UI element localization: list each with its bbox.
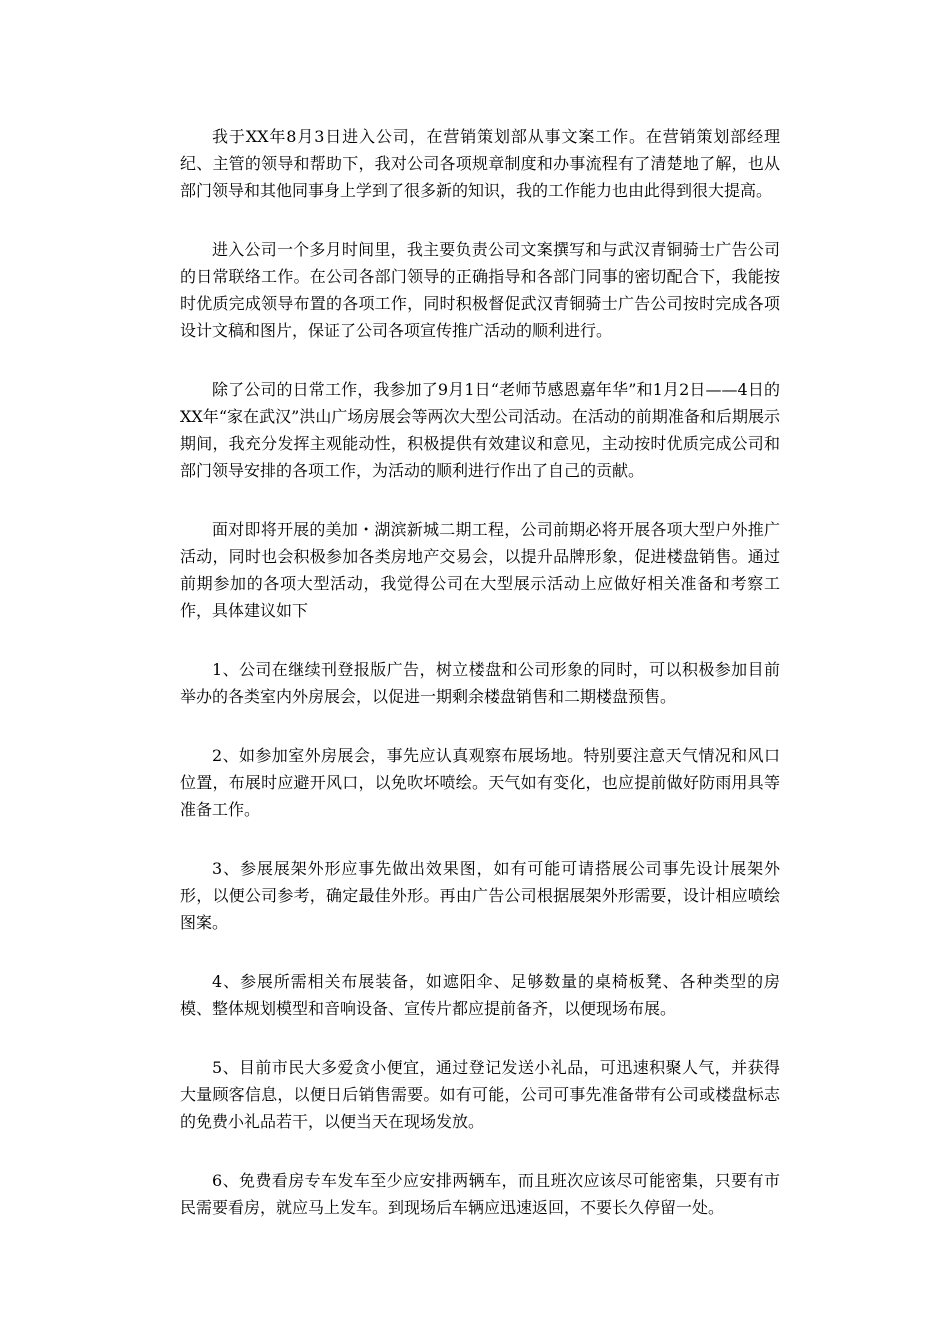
paragraph-suggestion-3: 3、参展展架外形应事先做出效果图，如有可能可请搭展公司事先设计展架外形，以便公司参考，确定最佳外形。再由广告公司根据展架外形需要，设计相应喷绘图案。 bbox=[180, 859, 780, 932]
paragraph-intro: 我于XX年8月3日进入公司，在营销策划部从事文案工作。在营销策划部经理纪、主管的领导和帮助下，我对公司各项规章制度和办事流程有了清楚地了解，也从部门领导和其他同事身上学到了很多新的知识，我的工作能力也由此得到很大提高。 bbox=[180, 127, 780, 200]
paragraph-suggestion-5: 5、目前市民大多爱贪小便宜，通过登记发送小礼品，可迅速积聚人气，并获得大量顾客信息，以便日后销售需要。如有可能，公司可事先准备带有公司或楼盘标志的免费小礼品若干，以便当天在现场发放。 bbox=[180, 1058, 780, 1131]
document-body bbox=[180, 123, 780, 1253]
paragraph-events: 除了公司的日常工作，我参加了9月1日“老师节感恩嘉年华”和1月2日——4日的XX年“家在武汉”洪山广场房展会等两次大型公司活动。在活动的前期准备和后期展示期间，我充分发挥主观能动性，积极提供有效建议和意见，主动按时优质完成公司和部门领导安排的各项工作，为活动的顺利进行作出了自己的贡献。 bbox=[180, 380, 780, 480]
paragraph-proposal-intro: 面对即将开展的美加・湖滨新城二期工程，公司前期必将开展各项大型户外推广活动，同时也会积极参加各类房地产交易会，以提升品牌形象，促进楼盘销售。通过前期参加的各项大型活动，我觉得公司在大型展示活动上应做好相关准备和考察工作，具体建议如下 bbox=[180, 520, 780, 620]
paragraph-suggestion-1: 1、公司在继续刊登报版广告，树立楼盘和公司形象的同时，可以积极参加目前举办的各类室内外房展会，以促进一期剩余楼盘销售和二期楼盘预售。 bbox=[180, 660, 780, 706]
paragraph-duties: 进入公司一个多月时间里，我主要负责公司文案撰写和与武汉青铜骑士广告公司的日常联络工作。在公司各部门领导的正确指导和各部门同事的密切配合下，我能按时优质完成领导布置的各项工作，同时积极督促武汉青铜骑士广告公司按时完成各项设计文稿和图片，保证了公司各项宣传推广活动的顺利进行。 bbox=[180, 240, 780, 340]
paragraph-suggestion-6: 6、免费看房专车发车至少应安排两辆车，而且班次应该尽可能密集，只要有市民需要看房，就应马上发车。到现场后车辆应迅速返回，不要长久停留一处。 bbox=[180, 1171, 780, 1217]
paragraph-suggestion-2: 2、如参加室外房展会，事先应认真观察布展场地。特别要注意天气情况和风口位置，布展时应避开风口，以免吹坏喷绘。天气如有变化，也应提前做好防雨用具等准备工作。 bbox=[180, 746, 780, 819]
paragraph-suggestion-4: 4、参展所需相关布展装备，如遮阳伞、足够数量的桌椅板凳、各种类型的房模、整体规划模型和音响设备、宣传片都应提前备齐，以便现场布展。 bbox=[180, 972, 780, 1018]
